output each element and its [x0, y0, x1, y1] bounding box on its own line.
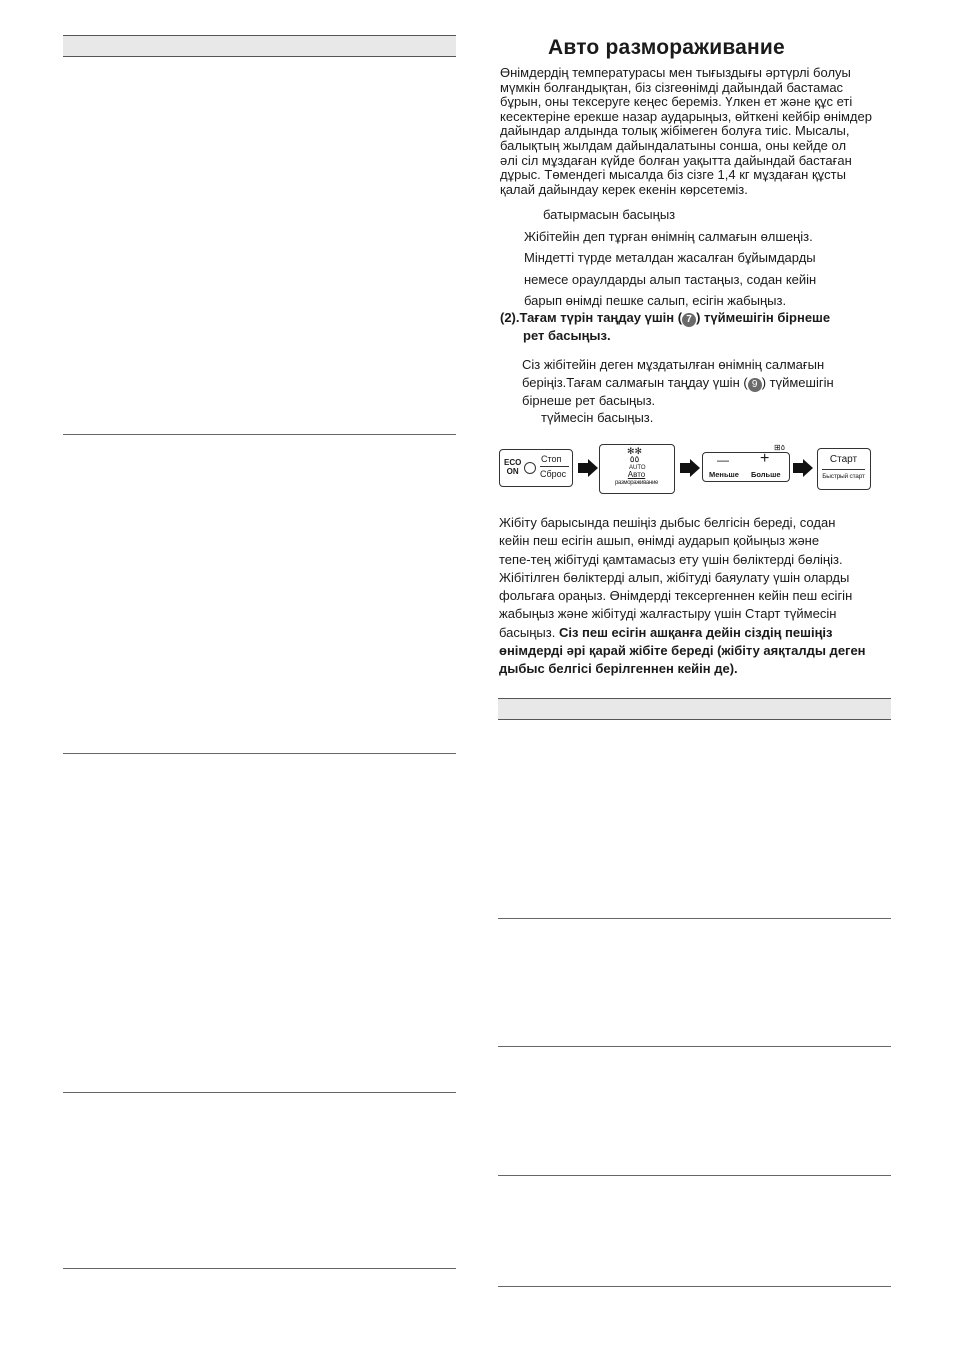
step1-line: Міндетті түрде металдан жасалған бұйымдарды — [524, 250, 816, 265]
step2-heading-line2: рет басыңыз. — [523, 328, 611, 343]
snowflake-drops-icon: ✻✻ ٥٥ — [627, 446, 643, 464]
intro-line: кесектеріне ерекше назар аударыңыз, өйткені кейбір өнімдер — [500, 108, 872, 124]
right-table-rule — [498, 1175, 891, 1176]
right-table-header — [498, 698, 891, 720]
quick-start-label: Быстрый старт — [822, 473, 865, 480]
step2-line: түймесін басыңыз. — [541, 410, 654, 425]
body-line: кейін пеш есігін ашып, өнімді аударып қойыңыз және — [499, 533, 820, 549]
start-button[interactable] — [817, 448, 871, 490]
intro-paragraph — [500, 66, 910, 197]
less-label: Меньше — [709, 470, 739, 479]
page-title: Авто размораживание — [548, 36, 785, 59]
auto-defrost-button[interactable] — [599, 444, 675, 494]
right-table-rule — [498, 1286, 891, 1287]
body-line: тепе-тең жібітуді қамтамасыз ету үшін бөліктерді бөліңіз. — [499, 551, 843, 567]
panel-divider — [540, 466, 569, 467]
left-table-rule — [63, 753, 456, 754]
intro-line: Өнімдердің температурасы мен тығыздығы әртүрлі болуы — [500, 65, 851, 80]
step2-instructions — [522, 356, 834, 427]
step1-line: немесе ораулдарды алып тастаңыз, содан кейін — [524, 271, 817, 287]
step2-line: бірнеше рет басыңыз. — [522, 392, 656, 408]
eco-label: ECO ON — [504, 458, 522, 476]
step2-heading-text: (2).Тағам түрін таңдау үшін ( — [500, 310, 683, 325]
body-line: Жібітілген бөліктерді алып, жібітуді баяулату үшін оларды — [499, 569, 850, 585]
intro-line: әлі сіл мұздаған күйде болған уақытта дайындай бастаған — [500, 152, 852, 168]
stop-label: Стоп — [541, 454, 562, 464]
start-label: Старт — [829, 454, 858, 465]
body-line: Жібіту барысында пешіңіз дыбыс белгісін береді, содан — [499, 515, 836, 530]
defrost-paragraph — [499, 514, 891, 679]
plus-icon: + — [760, 450, 770, 467]
step2-line: Сіз жібітейін деген мұздатылған өнімнің салмағын — [522, 357, 825, 372]
reset-label: Сброс — [540, 469, 567, 479]
intro-line: балықтың жылдам дайындалатыны сонша, оны кейде ол — [500, 137, 847, 153]
body-bold-line: Сіз пеш есігін ашқанға дейін сіздің пешіңіз — [558, 624, 833, 640]
body-bold-line: дыбыс белгісі берілгеннен кейін де). — [499, 661, 738, 677]
arrow-right-icon — [578, 459, 598, 477]
intro-line: дұрыс. Төмендегі мысалда біз сізге 1,4 кг мұздаған құсты — [500, 167, 846, 183]
button-number-9-icon: 9 — [748, 378, 762, 392]
right-table-rule — [498, 1046, 891, 1047]
panel-divider — [822, 469, 865, 470]
step1-line: Жібітейін деп тұрған өнімнің салмағын өлшеңіз. — [524, 228, 813, 244]
auto-defrost-label: Авто размораживание — [614, 470, 659, 486]
left-table-rule — [63, 1268, 456, 1269]
step2-text: беріңіз.Тағам салмағын таңдау үшін ( — [522, 374, 748, 390]
body-line: фольгаға ораңыз. Өнімдерді тексергеннен кейін пеш есігін — [499, 588, 853, 604]
body-line: басыңыз. — [499, 624, 556, 640]
body-bold-line: өнімдерді әрі қарай жібіте береді (жібіту аяқталды деген — [499, 643, 866, 659]
intro-line: дайындар алдында толық жібімеген болуға тиіс. Мысалы, — [500, 123, 850, 139]
weight-icon: ⊞٥ — [774, 443, 785, 452]
step1-instructions — [524, 204, 816, 312]
step2-text: ) түймешігін — [761, 374, 834, 390]
arrow-right-icon — [680, 459, 700, 477]
arrow-right-icon — [793, 459, 813, 477]
step2-heading-text: ) түймешігін бірнеше — [696, 310, 831, 325]
left-table-header — [63, 35, 456, 57]
left-table-rule — [63, 434, 456, 435]
left-table-rule — [63, 1092, 456, 1093]
intro-line: бұрын, оны тексеруге кеңес береміз. Үлкен ет және құс еті — [500, 94, 853, 110]
button-number-7-icon: 7 — [682, 313, 696, 327]
intro-line: қалай дайындау керек екенін көрсетеміз. — [500, 181, 748, 197]
intro-line: мүмкін болғандықтан, біз сізгеөнімді дайындай бастамас — [500, 79, 844, 95]
auto-small-label: AUTO — [629, 465, 646, 471]
minus-icon: — — [717, 453, 729, 467]
step1-line: барып өнімді пешке салып, есігін жабыңыз. — [524, 293, 787, 308]
step2-heading — [500, 309, 830, 345]
more-label: Больше — [751, 470, 781, 479]
stop-reset-button[interactable] — [499, 449, 573, 487]
eco-leaf-icon — [524, 462, 536, 474]
right-table-rule — [498, 918, 891, 919]
less-more-button[interactable] — [702, 452, 790, 482]
step1-line: батырмасын басыңыз — [543, 207, 676, 222]
body-line: жабыңыз және жібітуді жалғастыру үшін Старт түймесін — [499, 606, 837, 622]
